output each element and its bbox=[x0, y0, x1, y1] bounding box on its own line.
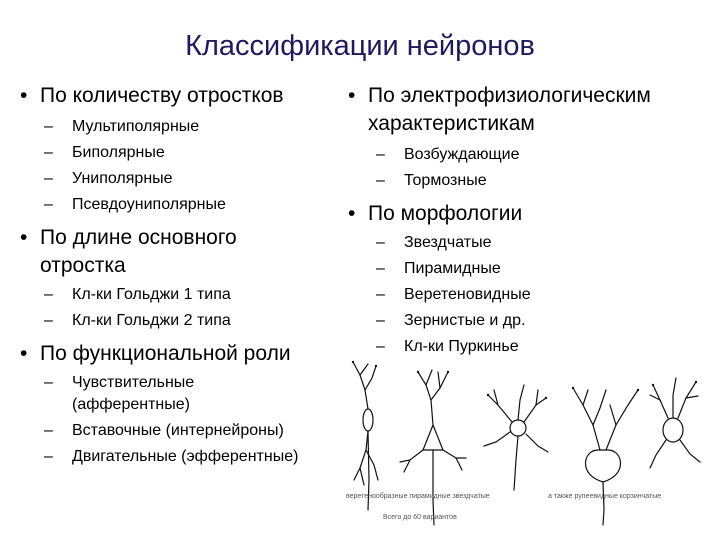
list-item bbox=[40, 372, 194, 416]
pear-neuron-drawing bbox=[573, 388, 638, 525]
list-item: – Кл-ки Гольджи 2 типа bbox=[40, 308, 231, 334]
bullet-line-2: характеристикам bbox=[368, 112, 535, 135]
list-item: – Вставочные (интернейроны) bbox=[40, 418, 284, 444]
bullet-by-functional-role: • По функциональной роли bbox=[14, 340, 291, 368]
list-item: – Возбуждающие bbox=[372, 142, 519, 168]
list-item: – Биполярные bbox=[40, 140, 165, 166]
list-item: – Пирамидные bbox=[372, 256, 501, 282]
list-item: – Псевдоуниполярные bbox=[40, 192, 226, 218]
list-item: – Униполярные bbox=[40, 166, 173, 192]
bullet-by-morphology: • По морфологии bbox=[342, 200, 522, 228]
bullet-line-2: отростка bbox=[40, 254, 126, 277]
list-item: – Веретеновидные bbox=[372, 282, 531, 308]
list-item: – Кл-ки Гольджи 1 типа bbox=[40, 282, 231, 308]
pyramidal-neuron-drawing bbox=[400, 370, 466, 525]
page-title: Классификации нейронов bbox=[185, 30, 535, 62]
bullet-line-1: По длине основного bbox=[40, 226, 237, 249]
list-item: – Звездчатые bbox=[372, 230, 491, 256]
basket-neuron-drawing bbox=[650, 378, 700, 468]
figure-caption: а также рупеевидные корзинчатые bbox=[548, 493, 662, 500]
figure-caption: веретенообразные пирамидные звездчатые bbox=[346, 493, 490, 500]
bullet-line-1: По электрофизиологическим bbox=[368, 84, 651, 107]
bullet-by-process-count: • По количеству отростков bbox=[14, 82, 284, 110]
list-item: – Кл-ки Пуркинье bbox=[372, 334, 519, 360]
list-item: – Двигательные (эфферентные) bbox=[40, 444, 298, 470]
list-item: – Тормозные bbox=[372, 168, 487, 194]
neuron-types-illustration bbox=[338, 350, 720, 540]
list-item: – Мультиполярные bbox=[40, 114, 199, 140]
bullet-by-electrophysiology bbox=[342, 82, 651, 138]
list-item: – Зернистые и др. bbox=[372, 308, 525, 334]
bullet-by-main-process-length bbox=[14, 224, 237, 280]
figure-caption: Всего до 60 вариантов bbox=[383, 514, 457, 521]
list-item-line-1: Чувствительные bbox=[72, 374, 195, 391]
spindle-neuron-drawing bbox=[353, 362, 378, 510]
stellate-neuron-drawing bbox=[484, 385, 548, 490]
list-item-line-2: (афферентные) bbox=[72, 396, 190, 413]
